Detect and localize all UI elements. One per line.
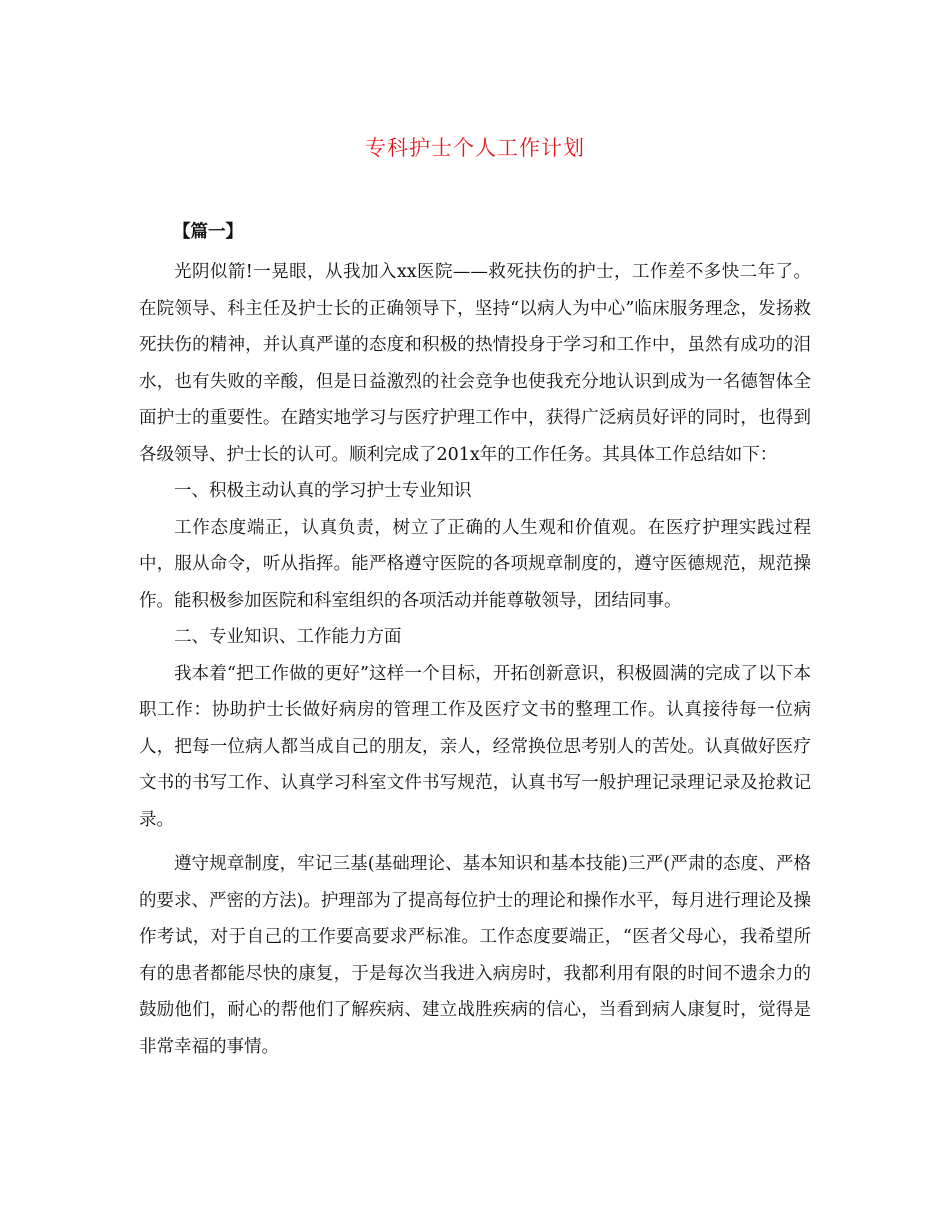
paragraph-duties: 我本着“把工作做的更好”这样一个目标，开拓创新意识，积极圆满的完成了以下本职工作：协助护士长做好病房的管理工作及医疗文书的整理工作。认真接待每一位病人，把每一位病人都当成自己的朋友，亲人，经常换位思考别人的苦处。认真做好医疗文书的书写工作、认真学习科室文件书写规范，认真书写一般护理记录理记录及抢救记录。 [139, 663, 811, 830]
heading-study: 一、积极主动认真的学习护士专业知识 [174, 481, 472, 501]
paragraph-attitude: 工作态度端正，认真负责，树立了正确的人生观和价值观。在医疗护理实践过程中，服从命令，听从指挥。能严格遵守医院的各项规章制度的，遵守医德规范，规范操作。能积极参加医院和科室组织的各项活动并能尊敬领导，团结同事。 [139, 517, 811, 611]
heading-skills: 二、专业知识、工作能力方面 [174, 627, 402, 647]
section-label: 【篇一】 [173, 222, 243, 242]
document-title: 专科护士个人工作计划 [365, 136, 585, 160]
document-body [139, 254, 811, 1065]
paragraph-intro: 光阴似箭!一晃眼，从我加入xx医院——救死扶伤的护士，工作差不多快二年了。在院领导、科主任及护士长的正确领导下，坚持“以病人为中心”临床服务理念，发扬救死扶伤的精神，并认真严谨的态度和积极的热情投身于学习和工作中，虽然有成功的泪水，也有失败的辛酸，但是日益激烈的社会竞争也使我充分地认识到成为一名德智体全面护士的重要性。在踏实地学习与医疗护理工作中，获得广泛病员好评的同时，也得到各级领导、护士长的认可。顺利完成了201x年的工作任务。其具体工作总结如下： [139, 262, 811, 465]
paragraph-rules: 遵守规章制度，牢记三基(基础理论、基本知识和基本技能)三严(严肃的态度、严格的要求、严密的方法)。护理部为了提高每位护士的理论和操作水平，每月进行理论及操作考试，对于自己的工作要高要求严标准。工作态度要端正，“医者父母心，我希望所有的患者都能尽快的康复，于是每次当我进入病房时，我都利用有限的时间不遗余力的鼓励他们，耐心的帮他们了解疾病、建立战胜疾病的信心，当看到病人康复时，觉得是非常幸福的事情。 [139, 854, 811, 1057]
